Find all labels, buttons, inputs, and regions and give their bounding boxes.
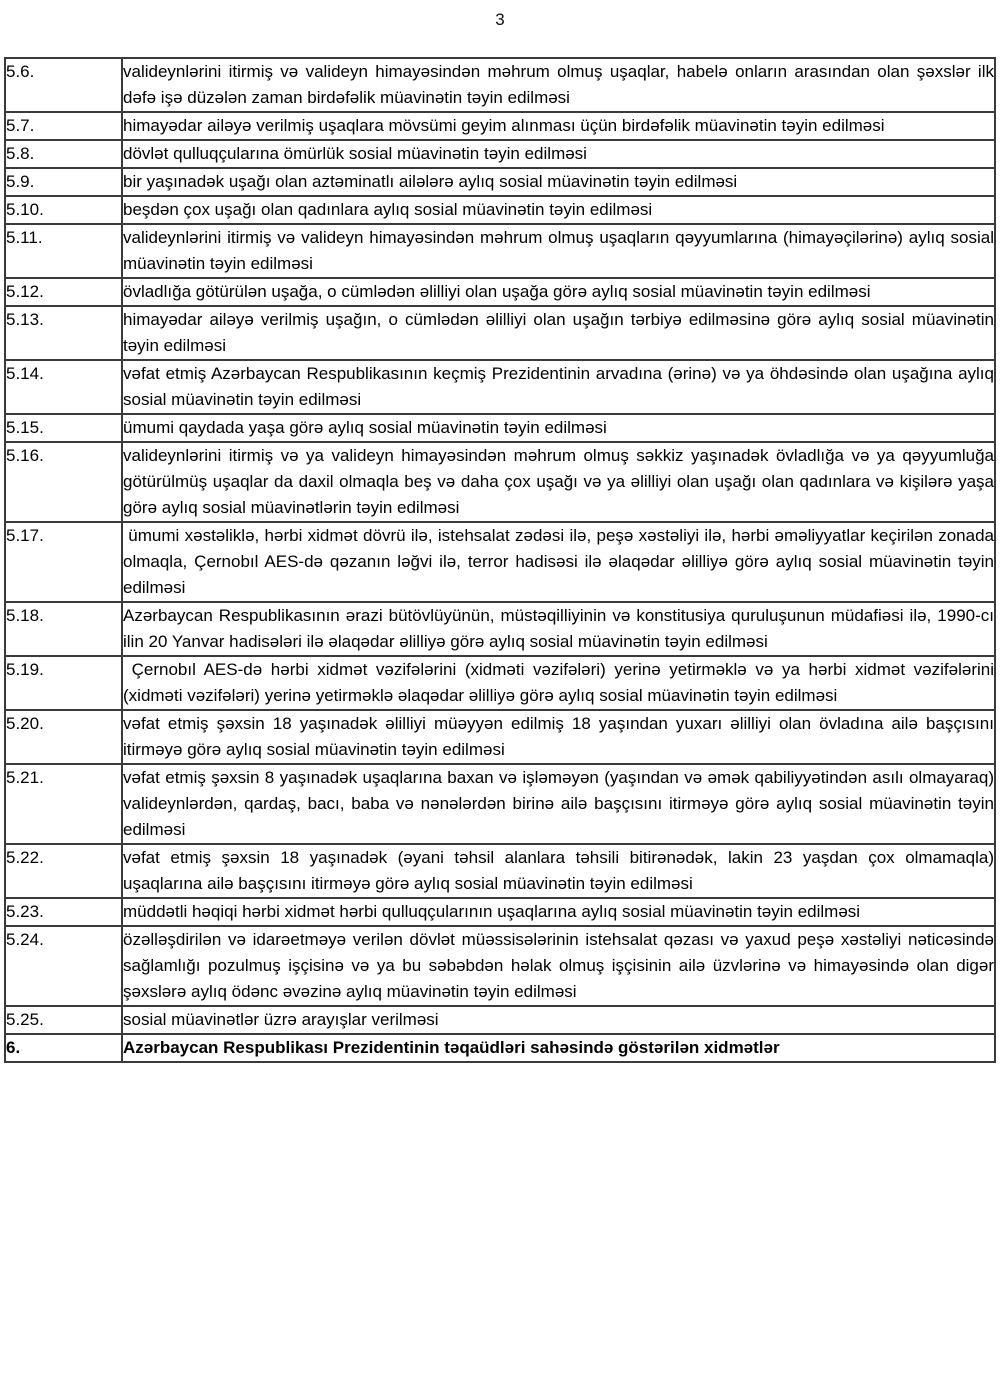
row-text: himayədar ailəyə verilmiş uşaqlara mövsümi geyim alınması üçün birdəfəlik müavinətin təyin edilməsi: [122, 112, 995, 140]
row-number: 5.20.: [5, 710, 122, 764]
row-number: 5.10.: [5, 196, 122, 224]
table-row: [5, 710, 995, 764]
row-number: 5.21.: [5, 764, 122, 844]
table-row: [5, 278, 995, 306]
row-number: 5.14.: [5, 360, 122, 414]
row-text: özəlləşdirilən və idarəetməyə verilən dövlət müəssisələrinin istehsalat qəzası və yaxud peşə xəstəliyi nəticəsində sağlamlığı pozulmuş işçisinə və ya bu səbəbdən həlak olmuş işçisinin ailə üzvlərinə və himayəsində olan digər şəxslərə aylıq ödənc əvəzinə aylıq müavinətin təyin edilməsi: [122, 926, 995, 1006]
table-row: [5, 656, 995, 710]
row-text: ümumi qaydada yaşa görə aylıq sosial müavinətin təyin edilməsi: [122, 414, 995, 442]
row-number: 5.24.: [5, 926, 122, 1006]
row-text: Azərbaycan Respublikasının ərazi bütövlüyünün, müstəqilliyinin və konstitusiya quruluşunun müdafiəsi ilə, 1990-cı ilin 20 Yanvar hadisələri ilə əlaqədar əlilliyə görə aylıq sosial müavinətin təyin edilməsi: [122, 602, 995, 656]
row-number: 5.17.: [5, 522, 122, 602]
row-number: 5.7.: [5, 112, 122, 140]
row-text: ümumi xəstəliklə, hərbi xidmət dövrü ilə, istehsalat zədəsi ilə, peşə xəstəliyi ilə, hərbi əməliyyatlar keçirilən zonada olmaqla, Çernobıl AES-də qəzanın ləğvi ilə, terror hadisəsi ilə əlaqədar əlilliyə görə aylıq sosial müavinətin təyin edilməsi: [122, 522, 995, 602]
row-text: valideynlərini itirmiş və ya valideyn himayəsindən məhrum olmuş səkkiz yaşınadək övladlığa və ya qəyyumluğa götürülmüş uşaqlar da daxil olmaqla beş və daha çox uşağı və ya əlilliyi olan uşağı olan qadınlara və kişilərə yaşa görə aylıq sosial müavinətlərin təyin edilməsi: [122, 442, 995, 522]
services-table: [4, 57, 996, 1063]
row-text: beşdən çox uşağı olan qadınlara aylıq sosial müavinətin təyin edilməsi: [122, 196, 995, 224]
table-row: [5, 522, 995, 602]
table-row: [5, 58, 995, 112]
table-row: [5, 764, 995, 844]
table-row: [5, 898, 995, 926]
row-text: valideynlərini itirmiş və valideyn himayəsindən məhrum olmuş uşaqların qəyyumlarına (himayəçilərinə) aylıq sosial müavinətin təyin edilməsi: [122, 224, 995, 278]
row-text: vəfat etmiş şəxsin 8 yaşınadək uşaqlarına baxan və işləməyən (yaşından və əmək qabiliyyətindən asılı olmayaraq) valideynlərdən, qardaş, bacı, baba və nənələrdən birinə ailə başçısını itirməyə görə aylıq sosial müavinətin təyin edilməsi: [122, 764, 995, 844]
row-number: 5.18.: [5, 602, 122, 656]
table-row: [5, 442, 995, 522]
row-number: 6.: [5, 1034, 122, 1062]
row-number: 5.12.: [5, 278, 122, 306]
table-row: [5, 168, 995, 196]
row-number: 5.22.: [5, 844, 122, 898]
table-row: [5, 112, 995, 140]
row-number: 5.15.: [5, 414, 122, 442]
row-text: övladlığa götürülən uşağa, o cümlədən əlilliyi olan uşağa görə aylıq sosial müavinətin təyin edilməsi: [122, 278, 995, 306]
row-number: 5.11.: [5, 224, 122, 278]
table-row: [5, 1006, 995, 1034]
row-text: sosial müavinətlər üzrə arayışlar verilməsi: [122, 1006, 995, 1034]
table-row: [5, 196, 995, 224]
row-text: dövlət qulluqçularına ömürlük sosial müavinətin təyin edilməsi: [122, 140, 995, 168]
table-row: [5, 926, 995, 1006]
row-text: Azərbaycan Respublikası Prezidentinin təqaüdləri sahəsində göstərilən xidmətlər: [122, 1034, 995, 1062]
row-text: müddətli həqiqi hərbi xidmət hərbi qulluqçularının uşaqlarına aylıq sosial müavinətin təyin edilməsi: [122, 898, 995, 926]
row-text: himayədar ailəyə verilmiş uşağın, o cümlədən əlilliyi olan uşağın tərbiyə edilməsinə görə aylıq sosial müavinətin təyin edilməsi: [122, 306, 995, 360]
row-number: 5.23.: [5, 898, 122, 926]
row-text: Çernobıl AES-də hərbi xidmət vəzifələrini (xidməti vəzifələri) yerinə yetirməklə və ya hərbi xidmət vəzifələrini (xidməti vəzifələri) yerinə yetirməklə əlaqədar əlilliyə görə aylıq sosial müavinətin təyin edilməsi: [122, 656, 995, 710]
table-row: [5, 414, 995, 442]
row-number: 5.16.: [5, 442, 122, 522]
table-row: [5, 224, 995, 278]
row-number: 5.8.: [5, 140, 122, 168]
row-number: 5.25.: [5, 1006, 122, 1034]
row-number: 5.13.: [5, 306, 122, 360]
table-row: [5, 306, 995, 360]
row-text: vəfat etmiş Azərbaycan Respublikasının keçmiş Prezidentinin arvadına (ərinə) və ya öhdəsində olan uşağına aylıq sosial müavinətin təyin edilməsi: [122, 360, 995, 414]
services-table-body: [5, 58, 995, 1062]
table-row: [5, 1034, 995, 1062]
row-text: vəfat etmiş şəxsin 18 yaşınadək (əyani təhsil alanlara təhsili bitirənədək, lakin 23 yaşdan çox olmamaqla) uşaqlarına ailə başçısını itirməyə görə aylıq sosial müavinətin təyin edilməsi: [122, 844, 995, 898]
row-text: bir yaşınadək uşağı olan aztəminatlı ailələrə aylıq sosial müavinətin təyin edilməsi: [122, 168, 995, 196]
row-text: vəfat etmiş şəxsin 18 yaşınadək əlilliyi müəyyən edilmiş 18 yaşından yuxarı əlilliyi olan övladına ailə başçısını itirməyə görə aylıq sosial müavinətin təyin edilməsi: [122, 710, 995, 764]
table-row: [5, 602, 995, 656]
page-number: 3: [495, 10, 505, 29]
row-number: 5.19.: [5, 656, 122, 710]
table-row: [5, 360, 995, 414]
row-number: 5.6.: [5, 58, 122, 112]
row-number: 5.9.: [5, 168, 122, 196]
table-row: [5, 844, 995, 898]
table-row: [5, 140, 995, 168]
row-text: valideynlərini itirmiş və valideyn himayəsindən məhrum olmuş uşaqlar, habelə onların arasından olan şəxslər ilk dəfə işə düzələn zaman birdəfəlik müavinətin təyin edilməsi: [122, 58, 995, 112]
